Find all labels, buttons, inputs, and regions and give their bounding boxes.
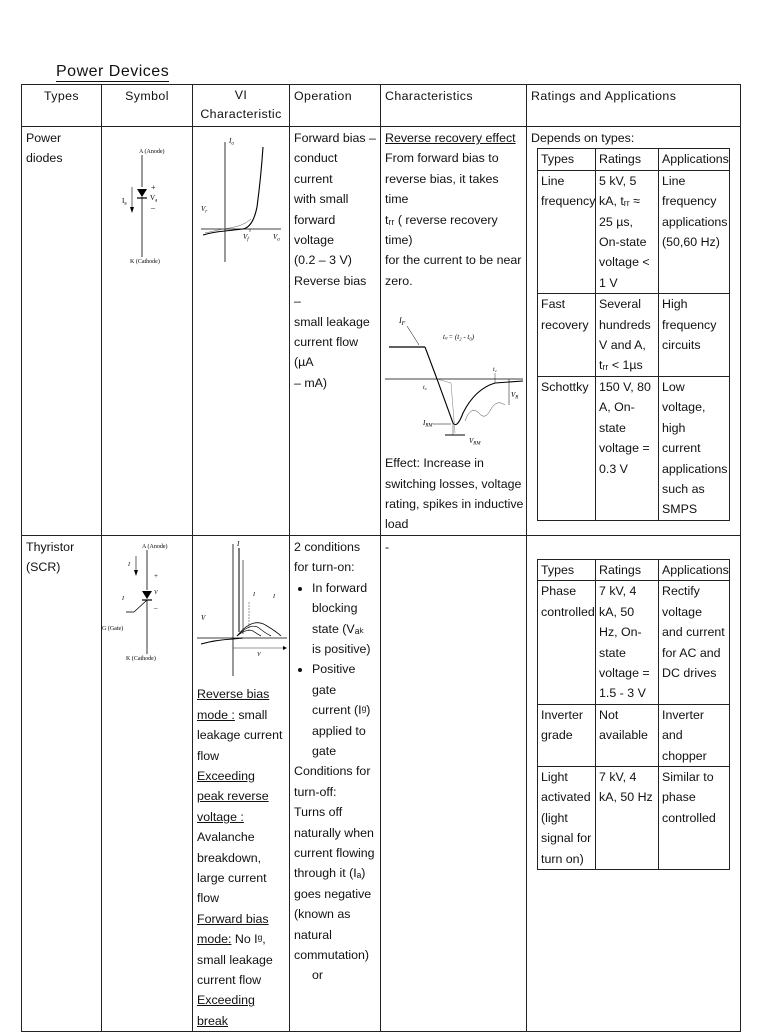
inner-header-row [538,559,730,580]
cell-ratings: 7 kV, 4 kA, 50 Hz, On-state voltage = 1.5 - 3 V [596,581,659,704]
device-type: Thyristor (SCR) [26,539,75,575]
inner-row [538,294,730,377]
reverse-recovery-graph [385,293,525,453]
svg-text:I: I [128,561,130,568]
svg-text:Va: $V_a$ [150,194,158,204]
characteristics-dash: - [385,539,390,554]
or-text: or [312,968,324,983]
svg-text:+: + [151,183,156,192]
scr-triangle [142,591,152,599]
operation-line: (0.2 – 3 V) [294,253,352,268]
cell-apps: Similar to phase controlled [659,766,730,869]
effect-line: rating, spikes in inductive [385,497,524,512]
power-devices-table [21,84,741,1032]
header-operation: Operation [290,85,381,127]
cell-type: Fast recovery [538,294,596,377]
operation-line: small leakage [294,314,370,329]
svg-text:t₂: t₂ [493,367,497,374]
cell-ratings: Not available [596,704,659,766]
operation-line: forward voltage [294,212,336,248]
device-type: Power diodes [26,131,63,166]
svg-text:Vf: $V_f$ [243,233,249,243]
inner-row [538,581,730,704]
type-cell [22,127,102,536]
recovery-line: reverse bias, it takes time [385,171,499,207]
cell-ratings: Several hundreds V and A, tᵣᵣ < 1µs [596,294,659,377]
inner-header: Applications [659,559,730,580]
recovery-line: zero. [385,273,413,288]
svg-text:VR: $V_R$ [511,391,519,401]
vi-note-label: Exceeding peak reverse voltage : [197,768,269,824]
svg-text:tᵣᵣ= (t₂ - t₀): tᵣᵣ= (t₂ - t₀) [443,333,475,342]
turn-on-list [294,578,376,762]
operation-line: conduct current [294,151,338,186]
vi-cell [193,127,290,536]
operation-line: – mA) [294,375,328,390]
ratings-cell [527,535,741,1031]
operation-line: Reverse bias – [294,273,367,309]
inner-row [538,766,730,869]
characteristics-cell [381,535,527,1031]
vi-note-text: Avalanche breakdown, large current flow [197,830,267,906]
svg-text:–: – [151,203,155,212]
svg-text:VRM: $V_{RM}$ [469,437,481,447]
ratings-cell [527,127,741,536]
turn-on-heading: 2 conditions for turn-on: [294,539,361,575]
ratings-intro: Depends on types: [531,131,635,145]
list-item: • In forward blocking state (Vₐₖ is positive) [312,578,376,660]
turn-off-heading: Conditions for turn-off: [294,764,371,799]
table-row [22,535,741,1031]
operation-cell [290,535,381,1031]
vi-note-label: Exceeding break [197,993,255,1028]
type-cell [22,535,102,1031]
recovery-line: tᵣᵣ ( reverse recovery time) [385,212,498,248]
svg-text:Ia: $I_a$ [122,197,127,207]
operation-line: Forward bias – [294,131,376,145]
vi-note-label: Forward bias mode: [197,911,269,947]
cell-apps: Rectify voltage and current for AC and DC drives [659,581,730,704]
svg-text:V: V [201,613,206,622]
cell-ratings: 7 kV, 4 kA, 50 Hz [596,766,659,869]
anode-label: A (Anode) [139,149,165,155]
cell-ratings: 150 V, 80 A, On-state voltage = 0.3 V [596,376,659,520]
cell-apps: Line frequency applications (50,60 Hz) [659,170,730,293]
svg-text:A (Anode): A (Anode) [142,543,168,550]
svg-text:I: I [237,539,240,548]
cell-type: Phase controlled [538,581,596,704]
operation-cell [290,127,381,536]
inner-row [538,704,730,766]
diode-symbol [102,127,192,277]
svg-text:I: I [253,591,255,598]
cell-type: Inverter grade [538,704,596,766]
cell-apps: High frequency circuits [659,294,730,377]
page-title: Power Devices [56,63,170,80]
vi-note-text: No Iᵍ, small leakage current flow [197,932,273,987]
diode-vi-graph [193,127,289,277]
inner-header: Ratings [596,149,659,170]
inner-header: Applications [659,149,730,170]
effect-line: switching losses, voltage [385,476,522,491]
scr-ratings-table [537,559,730,870]
cell-type: Schottky [538,376,596,520]
cathode-label: K (Cathode) [130,259,160,265]
cell-apps: Inverter and chopper [659,704,730,766]
inner-header: Types [538,149,596,170]
characteristics-cell [381,127,527,536]
effect-line: load [385,517,409,532]
svg-text:Va: $V_a$ [273,233,280,243]
svg-text:t₀: t₀ [423,385,427,392]
scr-vi-graph [193,536,289,678]
diode-ratings-table [537,148,730,520]
recovery-line: for the current to be near [385,253,522,268]
table-row [22,127,741,536]
header-symbol: Symbol [102,85,193,127]
svg-text:V: V [154,589,158,596]
cell-ratings: 5 kV, 5 kA, tᵣᵣ ≈ 25 µs, On-state voltage < 1 V [596,170,659,293]
vi-note-label: Reverse bias mode : [197,687,270,722]
svg-text:Ia: $I_a$ [229,137,234,147]
recovery-line: From forward bias to [385,151,499,166]
vi-note-text: small leakage current flow [197,707,283,763]
cell-type: Line frequency [538,170,596,293]
header-vi-characteristic: VI Characteristic [193,85,290,127]
svg-text:Vr: $V_r$ [201,205,208,215]
cell-type: Light activated (light signal for turn on) [538,766,596,869]
svg-text:I: I [122,595,124,602]
inner-header: Ratings [596,559,659,580]
svg-text:V: V [257,651,261,658]
svg-text:I: I [273,593,275,600]
operation-line: current flow (µA [294,335,359,370]
svg-text:IF: $I_F$ [399,316,406,328]
svg-text:IRM: $I_{RM}$ [423,419,433,429]
inner-header: Types [538,559,596,580]
header-ratings-applications: Ratings and Applications [527,85,741,127]
header-types: Types [22,85,102,127]
recovery-heading: Reverse recovery effect [385,131,516,145]
turn-off-text: Turns off naturally when current flowing through it (Iₐ) goes negative (known as natural commutation) [294,805,375,962]
operation-line: with small [294,192,349,207]
effect-line: Effect: Increase in [385,456,484,471]
header-row [22,85,741,127]
inner-row [538,376,730,520]
symbol-cell [102,535,193,1031]
list-item: • Positive gate current (Iᵍ) applied to gate [312,659,376,761]
inner-row [538,170,730,293]
scr-symbol [102,536,192,666]
svg-text:G (Gate): G (Gate) [102,625,124,632]
svg-text:–: – [154,603,158,612]
vi-cell [193,535,290,1031]
header-characteristics: Characteristics [381,85,527,127]
inner-header-row [538,149,730,170]
symbol-cell [102,127,193,536]
cell-apps: Low voltage, high current applications such as SMPS [659,376,730,520]
svg-text:+: + [154,571,158,580]
svg-text:K (Cathode): K (Cathode) [126,655,156,662]
diode-triangle [137,189,147,197]
